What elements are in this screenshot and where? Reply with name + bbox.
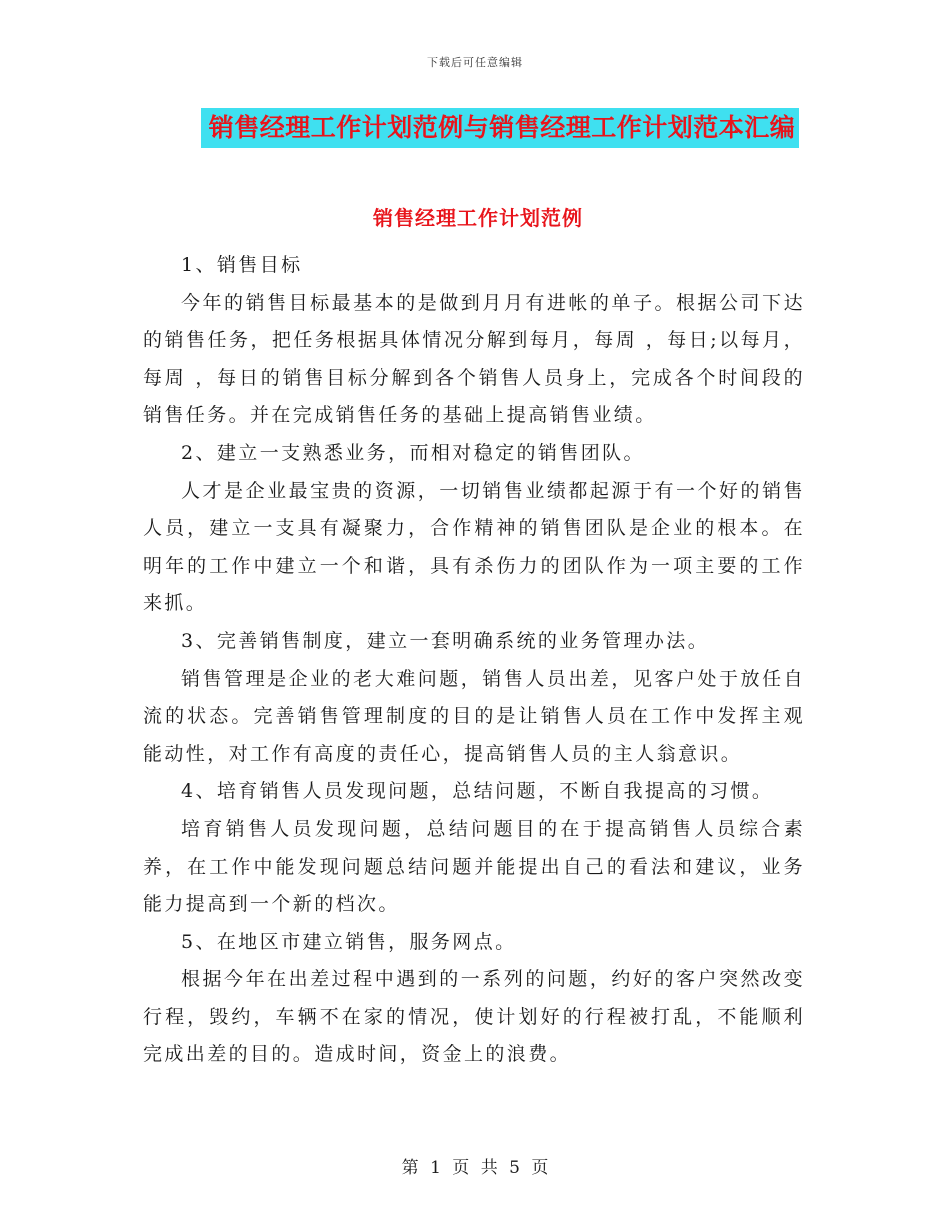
page-footer: 第 1 页 共 5 页	[401, 1158, 549, 1178]
section-title: 销售经理工作计划范例	[373, 206, 583, 230]
paragraph: 销售管理是企业的老大难问题，销售人员出差，见客户处于放任自流的状态。完善销售管理制度的目的是让销售人员在工作中发挥主观能动性，对工作有高度的责任心，提高销售人员的主人翁意识。	[143, 667, 805, 765]
paragraph: 人才是企业最宝贵的资源，一切销售业绩都起源于有一个好的销售人员，建立一支具有凝聚力，合作精神的销售团队是企业的根本。在明年的工作中建立一个和谐，具有杀伤力的团队作为一项主要的工作来抓。	[143, 479, 805, 615]
paragraph: 根据今年在出差过程中遇到的一系列的问题，约好的客户突然改变行程，毁约，车辆不在家的情况，使计划好的行程被打乱，不能顺利完成出差的目的。造成时间，资金上的浪费。	[143, 968, 805, 1066]
heading-service-network: 5、在地区市建立销售，服务网点。	[181, 930, 517, 953]
document-body	[143, 247, 805, 1074]
paragraph: 今年的销售目标最基本的是做到月月有进帐的单子。根据公司下达的销售任务，把任务根据具体情况分解到每月，每周 ，每日;以每月，每周 ，每日的销售目标分解到各个销售人员身上，完成各个时间段的销售任务。并在完成销售任务的基础上提高销售业绩。	[143, 291, 805, 427]
main-title-wrapper	[0, 108, 950, 148]
paragraph: 培育销售人员发现问题，总结问题目的在于提高销售人员综合素养，在工作中能发现问题总结问题并能提出自己的看法和建议，业务能力提高到一个新的档次。	[143, 817, 805, 916]
heading-staff-habits: 4、培育销售人员发现问题，总结问题，不断自我提高的习惯。	[181, 780, 774, 803]
header-note: 下载后可任意编辑	[427, 56, 523, 69]
heading-sales-team: 2、建立一支熟悉业务，而相对稳定的销售团队。	[181, 441, 645, 464]
main-title: 销售经理工作计划范例与销售经理工作计划范本汇编	[201, 108, 800, 148]
heading-sales-system: 3、完善销售制度，建立一套明确系统的业务管理办法。	[181, 629, 710, 652]
heading-sales-target: 1、销售目标	[181, 254, 303, 276]
